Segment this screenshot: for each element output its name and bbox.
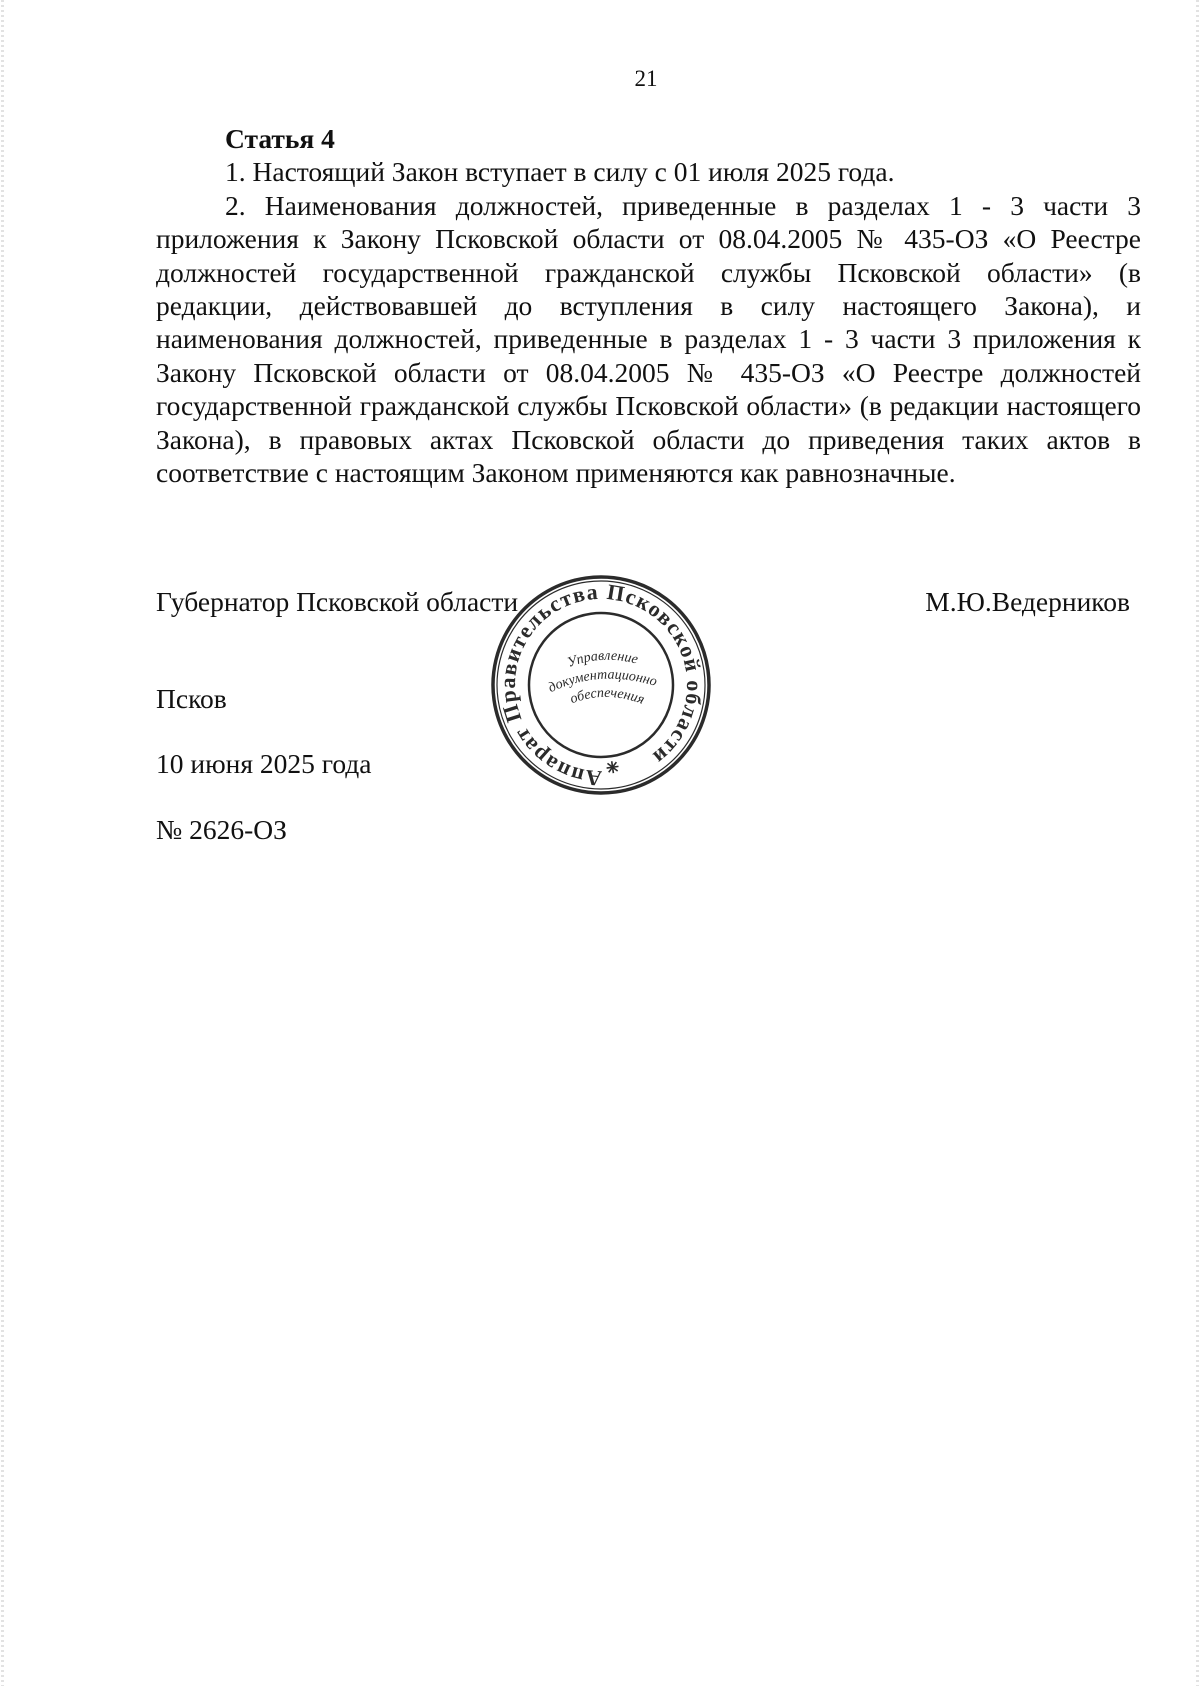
governor-title: Губернатор Псковской области [156, 586, 519, 617]
seal-star-icon [606, 760, 620, 774]
seal-middle-ring [488, 572, 714, 798]
article-heading: Статья 4 [225, 123, 335, 154]
article-paragraph-1: 1. Настоящий Закон вступает в силу с 01 июля 2025 года. [225, 156, 895, 188]
official-seal [488, 572, 714, 798]
page-number: 21 [634, 66, 658, 91]
signing-place: Псков [156, 683, 227, 714]
seal-inner-text-3: обеспечения [568, 685, 647, 708]
svg-text:Аппарат Правительства Псковско [488, 572, 714, 798]
seal-outer-ring [488, 572, 714, 798]
law-number: № 2626-ОЗ [156, 814, 287, 845]
signing-date: 10 июня 2025 года [156, 748, 372, 779]
seal-inner-text-1: Управление [565, 648, 640, 671]
seal-outer-text: Аппарат Правительства Псковской области [494, 578, 708, 792]
governor-name: М.Ю.Ведерников [925, 586, 1130, 617]
seal-inner-ring [520, 604, 683, 767]
article-paragraph-2: 2. Наименования должностей, приведенные в разделах 1 - 3 части 3 приложения к Закону Псковской области от 08.04.2005 № 435-ОЗ «О Реестре должностей государственной гражданской службы Псковской области» (в редакции, действовавшей до вступления в силу настоящего Закона), и наименования должностей, приведенные в разделах 1 - 3 части 3 приложения к Закону Псковской области от 08.04.2005 № 435-ОЗ «О Реестре должностей государственной гражданской службы Псковской области» (в редакции настоящего Закона), в правовых актах Псковской области до приведения таких актов в соответствие с настоящим Законом применяются как равнозначные. [156, 189, 1141, 489]
seal-inner-text-2: документационного [546, 667, 659, 696]
article-section [156, 122, 1141, 489]
